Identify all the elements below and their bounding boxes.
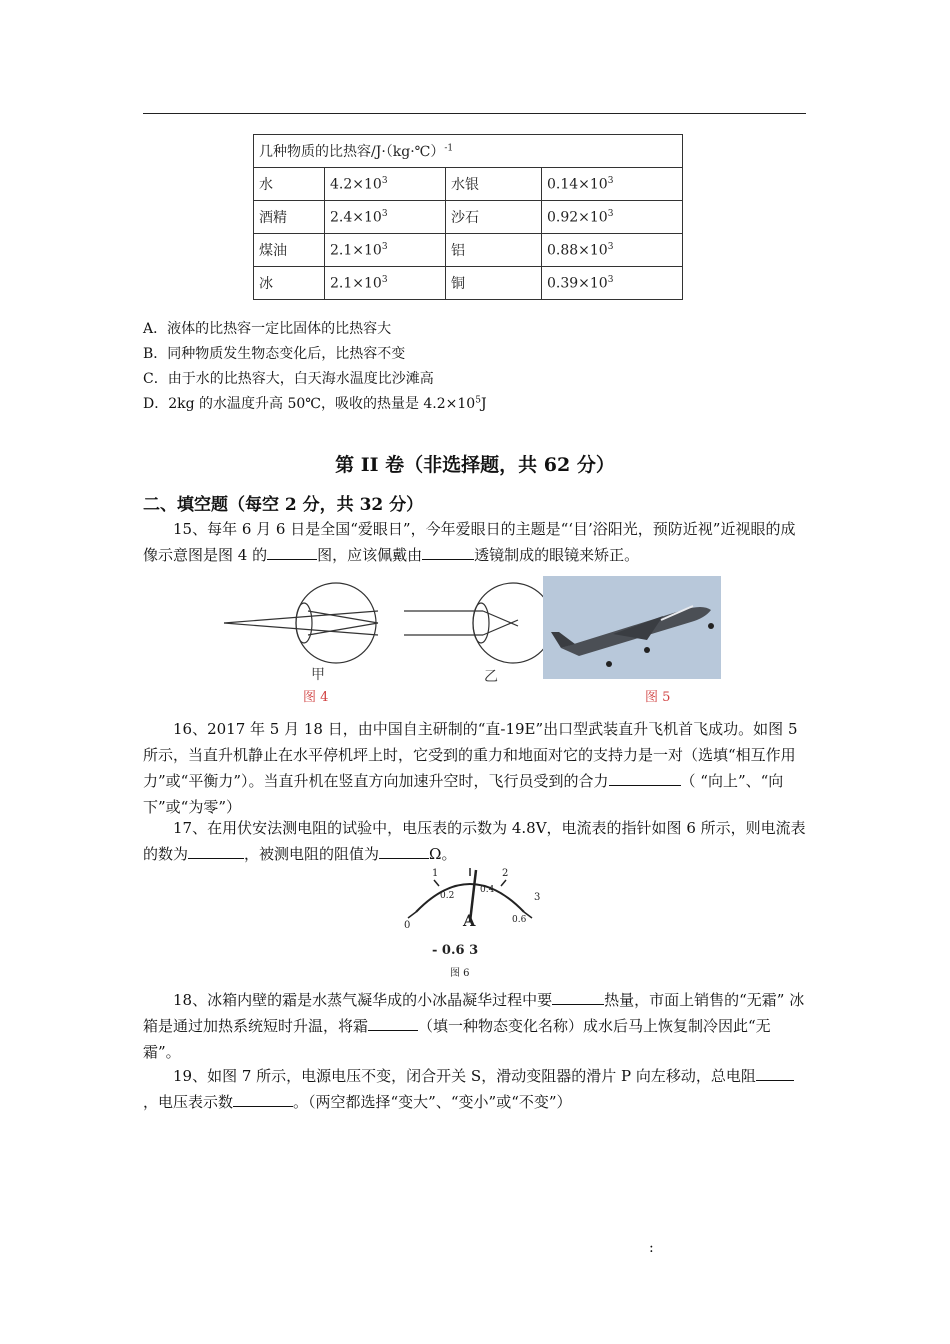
figure-5-caption: 图 5 [645,690,671,705]
table-row: 酒精 $2.4\times 10^3$ 沙石 $0.92\times 10^3$ [254,201,683,234]
header-rule [143,113,806,114]
meter-unit-a: A [463,911,476,930]
eye-diagram-yi [404,583,548,663]
ammeter-figure [394,862,546,980]
table-header: 几种物质的比热容/J·（kg·℃）$^{-1}$ [254,135,683,168]
footer-mark: : [649,1240,654,1256]
section-title: 第 II 卷（非选择题，共 62 分） [335,454,615,476]
question-19: 19、如图 7 所示，电源电压不变，闭合开关 S，滑动变阻器的滑片 P 向左移动，总电阻，电压表示数 。（两空都选择“变大”、“变小”或“不变”） [143,1063,808,1115]
option-d: D．2kg 的水温度升高 50℃，吸收的热量是 $4.2\times 10^5J$ [143,395,487,412]
table-row: 冰 $2.1\times 10^3$ 铜 $0.39\times 10^3$ [254,267,683,300]
table-row: 水 $4.2\times 10^3$ 水银 $0.14\times 10^3$ [254,168,683,201]
meter-tick-label: 1 [432,868,439,879]
meter-tick-label: 0.4 [480,885,495,895]
eye-diagram-figure [218,578,548,676]
eye-diagram-jia [224,583,378,663]
meter-tick-label: 0.2 [440,891,455,901]
meter-tick-label: 0.6 [512,915,527,925]
meter-tick-label: 3 [534,892,541,903]
meter-tick-label: 2 [502,868,509,879]
specific-heat-table [253,134,683,300]
ammeter-scale-arc [416,884,524,912]
aircraft-icon [543,576,721,679]
table-row: 煤油 $2.1\times 10^3$ 铝 $0.88\times 10^3$ [254,234,683,267]
question-15: 15、每年 6 月 6 日是全国“爱眼日”，今年爱眼日的主题是“‘目’浴阳光，预防近视”近视眼的成像示意图是图 4 的 图，应该佩戴由 透镜制成的眼镜来矫正。 [143,520,796,564]
option-a: A．液体的比热容一定比固体的比热容大 [143,321,392,337]
sub-title: 二、填空题（每空 2 分，共 32 分） [143,495,424,515]
label-jia: 甲 [311,667,325,683]
aircraft-photo [543,576,721,679]
meter-terminals: - 0.6 3 [432,943,479,958]
question-17: 17、在用伏安法测电阻的试验中，电压表的示数为 4.8V，电流表的指针如图 6 所示，则电流表的数为 ，被测电阻的阻值为 Ω。 [143,819,806,863]
option-b: B．同种物质发生物态变化后，比热容不变 [143,346,406,362]
figure-4-caption: 图 4 [303,690,329,705]
question-18: 18、冰箱内壁的霜是水蒸气凝华成的小冰晶凝华过程中要 热量，市面上销售的“无霜” 冰箱是通过加热系统短时升温，将霜 （填一种物态变化名称）成水后马上恢复制冷因此“无霜”。 [143,991,805,1061]
option-c: C．由于水的比热容大，白天海水温度比沙滩高 [143,371,434,387]
label-yi: 乙 [484,669,498,685]
question-16: 16、2017 年 5 月 18 日，由中国自主研制的“直-19E”出口型武装直升飞机首飞成功。如图 5 所示，当直升机静止在水平停机坪上时，它受到的重力和地面对它的支持力是一对（选填“相互作用力”或“平衡力”）。当直升机在竖直方向加速升空时，飞行员受到的合力 （ “向上”、“向下”或“为零”） [143,720,798,816]
figure-6-caption: 图 6 [450,968,470,979]
meter-tick-label: 0 [404,920,411,931]
